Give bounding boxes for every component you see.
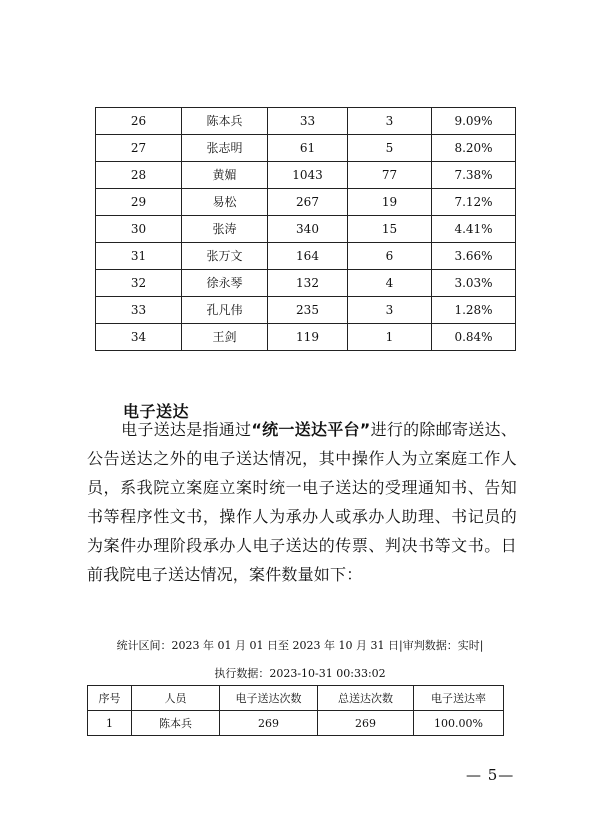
cell-person: 陈本兵 — [132, 711, 220, 736]
col-header-total-count: 总送达次数 — [318, 686, 414, 711]
cell-rank: 29 — [96, 189, 182, 216]
cell-rate: 4.41% — [432, 216, 516, 243]
delivery-table-header-row — [88, 686, 504, 711]
body-paragraph — [87, 415, 517, 589]
cell-rate: 3.03% — [432, 270, 516, 297]
col-header-electronic-count: 电子送达次数 — [220, 686, 318, 711]
cell-sub-count: 5 — [348, 135, 432, 162]
stats-range-line: 统计区间：2023 年 01 月 01 日至 2023 年 10 月 31 日|审判数据：实时| — [116, 639, 484, 652]
paragraph-text-1: 电子送达是指通过 — [121, 420, 252, 439]
section-heading: 电子送达 — [123, 402, 190, 421]
table-row — [96, 108, 516, 135]
cell-count: 132 — [268, 270, 348, 297]
cell-sub-count: 1 — [348, 324, 432, 351]
cell-rate: 0.84% — [432, 324, 516, 351]
cell-rank: 27 — [96, 135, 182, 162]
table-row — [96, 189, 516, 216]
table-row — [96, 243, 516, 270]
cell-count: 267 — [268, 189, 348, 216]
cell-sub-count: 19 — [348, 189, 432, 216]
cell-sub-count: 77 — [348, 162, 432, 189]
table-row — [96, 297, 516, 324]
cell-rate: 8.20% — [432, 135, 516, 162]
table-row — [96, 135, 516, 162]
table-row — [96, 324, 516, 351]
cell-name: 黄媚 — [182, 162, 268, 189]
cell-rank: 30 — [96, 216, 182, 243]
cell-rank: 32 — [96, 270, 182, 297]
cell-rank: 28 — [96, 162, 182, 189]
cell-count: 164 — [268, 243, 348, 270]
cell-rate: 7.12% — [432, 189, 516, 216]
cell-rank: 26 — [96, 108, 182, 135]
cell-name: 孔凡伟 — [182, 297, 268, 324]
cell-name: 张万文 — [182, 243, 268, 270]
cell-name: 王剑 — [182, 324, 268, 351]
table-row — [88, 711, 504, 736]
cell-name: 陈本兵 — [182, 108, 268, 135]
cell-sub-count: 3 — [348, 297, 432, 324]
cell-total-count: 269 — [318, 711, 414, 736]
cell-count: 1043 — [268, 162, 348, 189]
cell-rank: 34 — [96, 324, 182, 351]
cell-sub-count: 4 — [348, 270, 432, 297]
cell-name: 易松 — [182, 189, 268, 216]
table-row — [96, 270, 516, 297]
cell-rate: 3.66% — [432, 243, 516, 270]
cell-sub-count: 3 — [348, 108, 432, 135]
cell-name: 张志明 — [182, 135, 268, 162]
cell-rank: 31 — [96, 243, 182, 270]
cell-electronic-count: 269 — [220, 711, 318, 736]
paragraph-text-2: 进行的除邮寄送达、公告送达之外的电子送达情况，其中操作人为立案庭工作人员，系我院立案庭立案时统一电子送达的受理通知书、告知书等程序性文书，操作人为承办人或承办人助理、书记员的为案件办理阶段承办人电子送达的传票、判决书等文书。日前我院电子送达情况，案件数量如下： — [87, 420, 517, 584]
col-header-person: 人员 — [132, 686, 220, 711]
cell-electronic-rate: 100.00% — [414, 711, 504, 736]
stats-exec-line: 执行数据：2023-10-31 00:33:02 — [214, 667, 386, 680]
ranking-table-body — [96, 108, 516, 351]
cell-count: 235 — [268, 297, 348, 324]
cell-count: 340 — [268, 216, 348, 243]
cell-count: 119 — [268, 324, 348, 351]
cell-count: 33 — [268, 108, 348, 135]
cell-count: 61 — [268, 135, 348, 162]
cell-sub-count: 6 — [348, 243, 432, 270]
cell-rate: 7.38% — [432, 162, 516, 189]
page-number: — 5— — [466, 766, 515, 784]
cell-rate: 1.28% — [432, 297, 516, 324]
ranking-table — [95, 107, 516, 351]
table-row — [96, 216, 516, 243]
cell-name: 张涛 — [182, 216, 268, 243]
delivery-table — [87, 685, 504, 736]
col-header-index: 序号 — [88, 686, 132, 711]
cell-rank: 33 — [96, 297, 182, 324]
table-row — [96, 162, 516, 189]
cell-sub-count: 15 — [348, 216, 432, 243]
col-header-electronic-rate: 电子送达率 — [414, 686, 504, 711]
paragraph-bold-term: “统一送达平台” — [251, 420, 371, 439]
cell-name: 徐永琴 — [182, 270, 268, 297]
cell-rate: 9.09% — [432, 108, 516, 135]
cell-index: 1 — [88, 711, 132, 736]
